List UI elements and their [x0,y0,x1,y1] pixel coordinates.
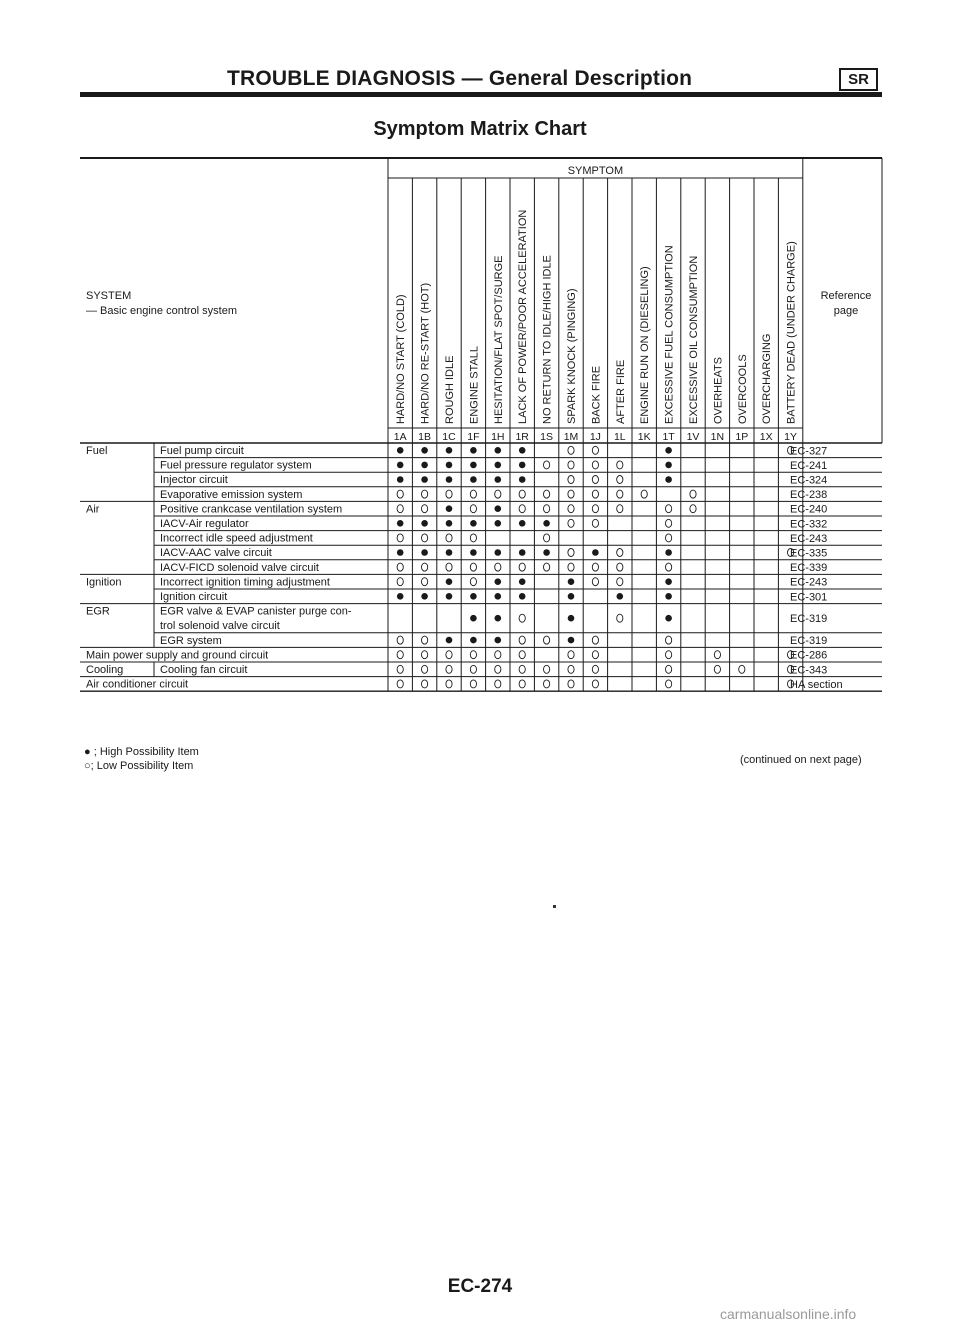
low-possibility-mark [592,665,598,673]
high-possibility-mark [421,593,428,600]
low-possibility-mark [544,636,550,644]
low-possibility-mark [544,505,550,513]
high-possibility-mark [446,447,453,454]
symptom-code: 1H [491,431,505,443]
low-possibility-mark [592,578,598,586]
low-possibility-mark [446,680,452,688]
high-possibility-mark [519,549,526,556]
low-possibility-mark [470,665,476,673]
row-item-label: IACV-FICD solenoid valve circuit [160,561,319,574]
low-possibility-mark [397,563,403,571]
high-possibility-mark [495,549,502,556]
low-possibility-mark [617,614,623,622]
symptom-code: 1F [467,431,480,443]
low-possibility-mark [568,446,574,454]
high-possibility-mark [519,476,526,483]
symptom-name: ROUGH IDLE [444,355,456,424]
high-possibility-mark [470,476,477,483]
low-possibility-mark [446,665,452,673]
row-reference: EC-324 [790,474,828,487]
row-group-label: Cooling [86,664,124,676]
row-item-label: Evaporative emission system [160,488,303,501]
low-possibility-mark [666,680,672,688]
symptom-code: 1L [613,431,626,443]
low-possibility-mark [422,505,428,513]
symptom-code: 1S [540,431,554,443]
high-possibility-mark [543,549,550,556]
watermark-text: carmanualsonline.info [720,1306,857,1322]
row-reference: EC-319 [790,613,828,626]
low-possibility-mark [422,636,428,644]
low-possibility-mark [568,476,574,484]
row-reference: EC-243 [790,532,828,545]
low-possibility-mark [714,665,720,673]
low-possibility-mark [519,636,525,644]
high-possibility-mark [397,476,404,483]
row-group-label: EGR [86,605,110,618]
high-possibility-mark [397,447,404,454]
high-possibility-mark [519,462,526,469]
row-group-label: Air [86,503,100,516]
low-possibility-mark [446,563,452,571]
symptom-code: 1X [759,431,773,443]
low-possibility-mark [470,505,476,513]
legend-low: ○; Low Possibility Item [84,760,194,772]
high-possibility-mark [421,476,428,483]
low-possibility-mark [397,636,403,644]
low-possibility-mark [519,665,525,673]
symptom-code: 1P [735,431,749,443]
low-possibility-mark [470,578,476,586]
high-possibility-mark [568,615,575,622]
low-possibility-mark [592,636,598,644]
high-possibility-mark [470,462,477,469]
page-header-title: TROUBLE DIAGNOSIS — General Description [226,67,693,90]
symptom-name: HARD/NO START (COLD) [395,294,408,424]
low-possibility-mark [397,490,403,498]
low-possibility-mark [422,680,428,688]
low-possibility-mark [592,651,598,659]
high-possibility-mark [397,520,404,527]
low-possibility-mark [544,461,550,469]
low-possibility-mark [422,534,428,542]
low-possibility-mark [690,490,696,498]
symptom-name: EXCESSIVE FUEL CONSUMPTION [663,245,676,424]
low-possibility-mark [568,665,574,673]
legend-high: ● ; High Possibility Item [84,746,199,758]
high-possibility-mark [470,593,477,600]
high-possibility-mark [421,447,428,454]
high-possibility-mark [446,520,453,527]
high-possibility-mark [446,476,453,483]
legend [84,745,199,773]
low-possibility-mark [666,636,672,644]
low-possibility-mark [446,534,452,542]
symptom-code: 1C [442,431,456,443]
row-item-label: trol solenoid valve circuit [160,620,280,633]
low-possibility-mark [544,490,550,498]
low-possibility-mark [519,651,525,659]
low-possibility-mark [495,651,501,659]
low-possibility-mark [397,578,403,586]
symptom-name: ENGINE RUN ON (DIESELING) [639,266,652,424]
reference-label-line-2: page [833,305,859,317]
low-possibility-mark [544,665,550,673]
low-possibility-mark [519,505,525,513]
row-reference: HA section [790,678,843,691]
high-possibility-mark [592,549,599,556]
low-possibility-mark [592,563,598,571]
low-possibility-mark [519,490,525,498]
high-possibility-mark [519,593,526,600]
high-possibility-mark [519,520,526,527]
high-possibility-mark [495,578,502,585]
row-reference: EC-332 [790,518,828,531]
high-possibility-mark [397,593,404,600]
symptom-code: 1R [515,431,529,443]
symptom-header: SYMPTOM [567,165,624,177]
low-possibility-mark [495,665,501,673]
row-reference: EC-327 [790,445,828,458]
low-possibility-mark [641,490,647,498]
high-possibility-mark [446,637,453,644]
low-possibility-mark [666,665,672,673]
page-number: EC-274 [447,1276,513,1297]
low-possibility-mark [446,651,452,659]
row-reference: EC-301 [790,591,828,604]
section-badge: SR [839,68,878,91]
low-possibility-mark [666,534,672,542]
high-possibility-mark [446,462,453,469]
row-item-label: Positive crankcase ventilation system [160,503,343,516]
low-possibility-mark [592,446,598,454]
low-possibility-mark [617,563,623,571]
row-reference: EC-286 [790,649,828,662]
low-possibility-mark [617,461,623,469]
symptom-name: HARD/NO RE-START (HOT) [419,282,432,424]
low-possibility-mark [666,505,672,513]
symptom-name: SPARK KNOCK (PINGING) [566,288,578,424]
low-possibility-mark [592,490,598,498]
row-reference: EC-339 [790,562,828,575]
low-possibility-mark [470,490,476,498]
low-possibility-mark [666,651,672,659]
low-possibility-mark [519,680,525,688]
high-possibility-mark [665,549,672,556]
high-possibility-mark [421,549,428,556]
low-possibility-mark [519,614,525,622]
high-possibility-mark [665,462,672,469]
high-possibility-mark [470,615,477,622]
row-item-label: Cooling fan circuit [160,664,248,676]
row-item-label: EGR system [160,634,222,647]
low-possibility-mark [592,505,598,513]
low-possibility-mark [568,651,574,659]
low-possibility-mark [568,490,574,498]
high-possibility-mark [397,462,404,469]
symptom-code: 1M [563,431,579,443]
low-possibility-mark [568,680,574,688]
low-possibility-mark [617,505,623,513]
low-possibility-mark [422,651,428,659]
low-possibility-mark [592,519,598,527]
row-reference: EC-343 [790,664,828,677]
high-possibility-mark [495,505,502,512]
high-possibility-mark [519,447,526,454]
high-possibility-mark [495,593,502,600]
high-possibility-mark [495,637,502,644]
high-possibility-mark [665,593,672,600]
high-possibility-mark [421,462,428,469]
high-possibility-mark [495,462,502,469]
symptom-code: 1A [393,431,407,443]
high-possibility-mark [617,593,624,600]
symptom-name: LACK OF POWER/POOR ACCELERATION [517,209,530,424]
row-item-label: Ignition circuit [160,591,228,603]
chart-title: Symptom Matrix Chart [373,118,587,140]
low-possibility-mark [617,476,623,484]
low-possibility-mark [470,651,476,659]
low-possibility-mark [544,680,550,688]
low-possibility-mark [544,563,550,571]
high-possibility-mark [665,615,672,622]
symptom-code: 1V [686,431,700,443]
row-reference: EC-241 [790,459,828,472]
low-possibility-mark [397,665,403,673]
reference-label-line-1: Reference [820,290,872,302]
low-possibility-mark [397,505,403,513]
high-possibility-mark [446,505,453,512]
low-possibility-mark [397,680,403,688]
symptom-name: HESITATION/FLAT SPOT/SURGE [492,255,505,424]
row-group-label: Fuel [86,445,108,457]
high-possibility-mark [470,447,477,454]
high-possibility-mark [470,637,477,644]
row-item-label: Main power supply and ground circuit [86,649,269,662]
low-possibility-mark [739,665,745,673]
low-possibility-mark [470,680,476,688]
low-possibility-mark [519,563,525,571]
low-possibility-mark [568,505,574,513]
low-possibility-mark [422,578,428,586]
low-possibility-mark [617,578,623,586]
high-possibility-mark [665,578,672,585]
row-reference: EC-335 [790,547,828,560]
low-possibility-mark [422,563,428,571]
high-possibility-mark [543,520,550,527]
high-possibility-mark [495,520,502,527]
symptom-name: EXCESSIVE OIL CONSUMPTION [688,255,700,424]
low-possibility-mark [568,549,574,557]
low-possibility-mark [666,563,672,571]
high-possibility-mark [495,615,502,622]
system-label-line-2: — Basic engine control system [86,305,238,317]
low-possibility-mark [666,519,672,527]
symptom-code: 1K [637,431,651,443]
high-possibility-mark [568,593,575,600]
row-item-label: IACV-Air regulator [160,518,249,530]
high-possibility-mark [446,578,453,585]
low-possibility-mark [446,490,452,498]
row-item-label: Fuel pump circuit [160,445,244,457]
symptom-name: OVERCHARGING [761,333,774,424]
row-group-label: Ignition [86,576,122,589]
high-possibility-mark [665,476,672,483]
low-possibility-mark [617,549,623,557]
high-possibility-mark [568,578,575,585]
high-possibility-mark [421,520,428,527]
print-speck [553,905,556,908]
continued-note: (continued on next page) [740,754,862,766]
high-possibility-mark [470,520,477,527]
low-possibility-mark [422,665,428,673]
low-possibility-mark [495,563,501,571]
low-possibility-mark [592,461,598,469]
low-possibility-mark [397,534,403,542]
symptom-name: OVERCOOLS [736,354,749,424]
high-possibility-mark [665,447,672,454]
low-possibility-mark [568,563,574,571]
high-possibility-mark [568,637,575,644]
low-possibility-mark [568,461,574,469]
symptom-code: 1N [710,431,725,443]
low-possibility-mark [470,563,476,571]
low-possibility-mark [690,505,696,513]
low-possibility-mark [714,651,720,659]
row-item-label: EGR valve & EVAP canister purge con- [160,605,352,618]
low-possibility-mark [495,490,501,498]
symptom-name: BACK FIRE [590,365,603,424]
low-possibility-mark [617,490,623,498]
symptom-name: BATTERY DEAD (UNDER CHARGE) [785,241,798,424]
symptom-code: 1Y [784,431,798,443]
high-possibility-mark [446,549,453,556]
symptom-name: OVERHEATS [712,356,725,424]
row-reference: EC-240 [790,503,828,516]
low-possibility-mark [422,490,428,498]
row-item-label: Incorrect ignition timing adjustment [160,576,330,589]
high-possibility-mark [446,593,453,600]
row-reference: EC-243 [790,576,828,589]
symptom-name: ENGINE STALL [468,345,481,424]
low-possibility-mark [592,680,598,688]
row-item-label: IACV-AAC valve circuit [160,547,272,560]
low-possibility-mark [544,534,550,542]
symptom-code: 1B [418,431,432,443]
system-label-line-1: SYSTEM [86,290,132,302]
symptom-code: 1J [589,431,601,443]
symptom-name: AFTER FIRE [614,359,627,424]
row-item-label: Incorrect idle speed adjustment [160,532,313,545]
low-possibility-mark [495,680,501,688]
symptom-code: 1T [662,431,675,443]
high-possibility-mark [470,549,477,556]
low-possibility-mark [592,476,598,484]
row-item-label: Fuel pressure regulator system [160,459,312,472]
row-item-label: Air conditioner circuit [86,678,189,691]
row-reference: EC-238 [790,489,828,502]
low-possibility-mark [470,534,476,542]
symptom-name: NO RETURN TO IDLE/HIGH IDLE [541,255,554,424]
high-possibility-mark [519,578,526,585]
row-item-label: Injector circuit [160,474,228,487]
low-possibility-mark [397,651,403,659]
high-possibility-mark [495,476,502,483]
high-possibility-mark [495,447,502,454]
high-possibility-mark [397,549,404,556]
row-reference: EC-319 [790,635,828,648]
low-possibility-mark [568,519,574,527]
